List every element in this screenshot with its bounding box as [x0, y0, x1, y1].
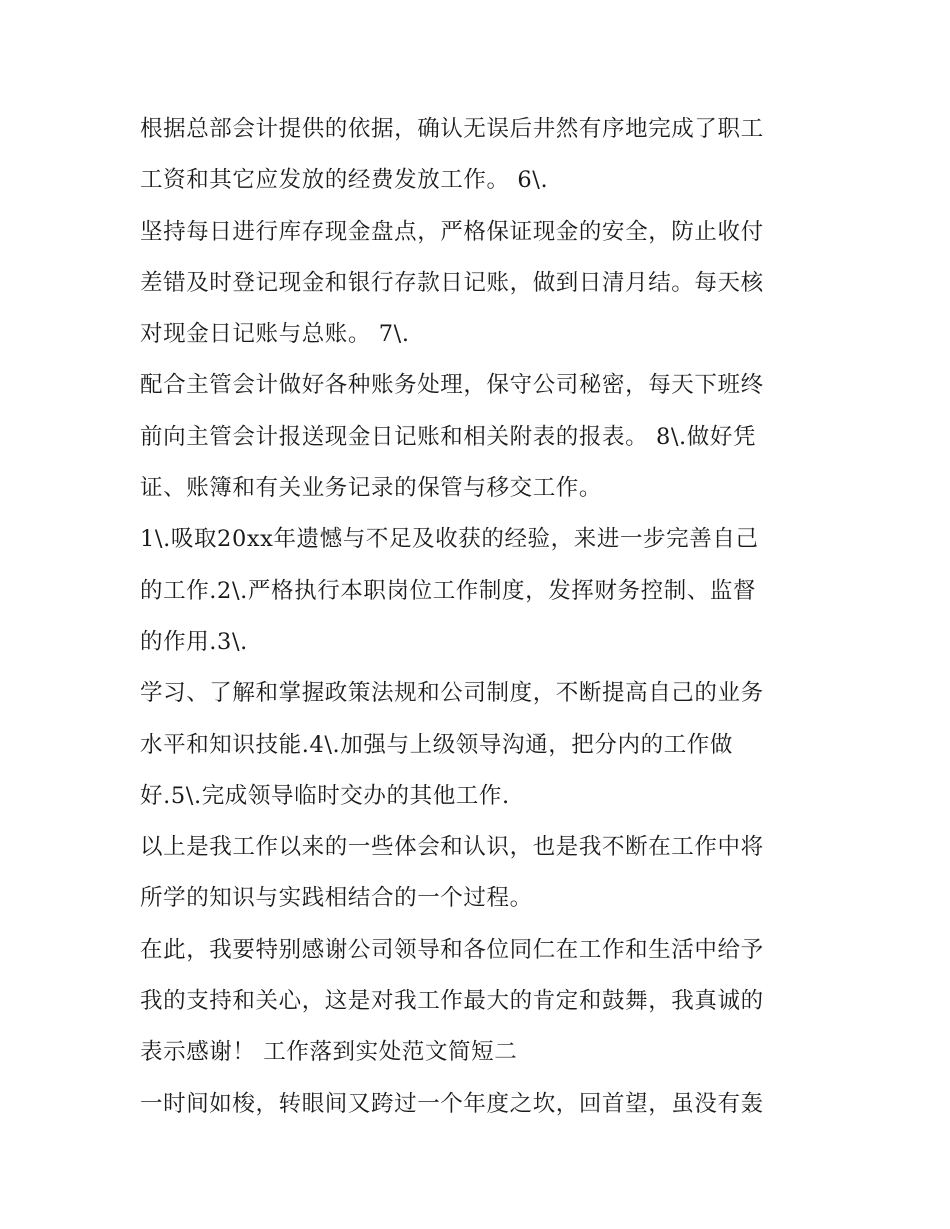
- text-line: 证、账簿和有关业务记录的保管与移交工作。: [140, 475, 603, 502]
- text-line: 的作用.3\.: [140, 628, 248, 655]
- text-line: 根据总部会计提供的依据，确认无误后井然有序地完成了职工: [140, 116, 764, 142]
- text-line: 一时间如梭，转眼间又跨过一个年度之坎，回首望，虽没有轰: [140, 1090, 764, 1117]
- text-line: 所学的知识与实践相结合的一个过程。: [140, 885, 533, 912]
- document-body: [140, 104, 830, 1130]
- text-line: 学习、了解和掌握政策法规和公司制度，不断提高自己的业务: [140, 680, 764, 707]
- text-line: 水平和知识技能.4\.加强与上级领导沟通，把分内的工作做: [140, 731, 734, 758]
- text-line: 1\.吸取20xx年遗憾与不足及收获的经验，来进一步完善自己: [140, 526, 759, 553]
- text-line: 前向主管会计报送现金日记账和相关附表的报表。 8\.做好凭: [140, 423, 757, 450]
- text-line: 我的支持和关心，这是对我工作最大的肯定和鼓舞，我真诚的: [140, 988, 764, 1015]
- text-line: 以上是我工作以来的一些体会和认识，也是我不断在工作中将: [140, 834, 764, 861]
- text-line: 差错及时登记现金和银行存款日记账，做到日清月结。每天核: [140, 269, 764, 296]
- text-line: 在此，我要特别感谢公司领导和各位同仁在工作和生活中给予: [140, 936, 764, 963]
- text-line: 好.5\.完成领导临时交办的其他工作.: [140, 782, 510, 809]
- text-line: 对现金日记账与总账。 7\.: [140, 321, 410, 348]
- text-line: 的工作.2\.严格执行本职岗位工作制度，发挥财务控制、监督: [140, 577, 757, 604]
- text-line: 工资和其它应发放的经费发放工作。 6\.: [140, 167, 549, 194]
- text-line: 表示感谢！ 工作落到实处范文简短二: [140, 1039, 518, 1066]
- text-line: 配合主管会计做好各种账务处理，保守公司秘密，每天下班终: [140, 372, 764, 399]
- text-line: 坚持每日进行库存现金盘点，严格保证现金的安全，防止收付: [140, 218, 764, 245]
